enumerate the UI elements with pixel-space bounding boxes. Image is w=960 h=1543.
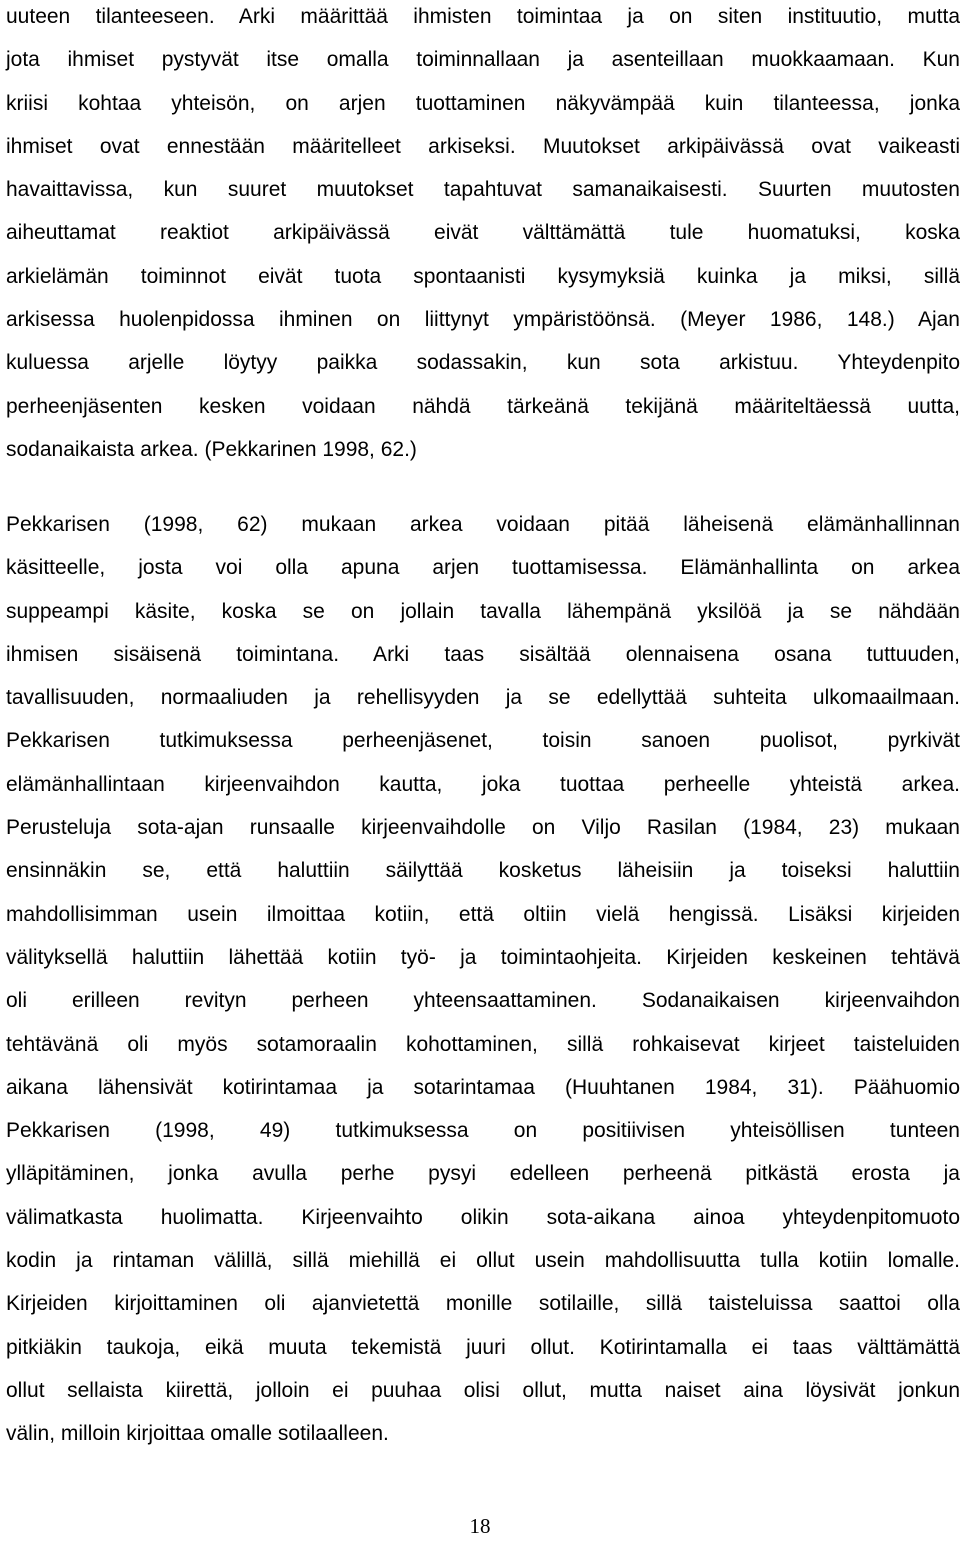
text-line: tehtävänä oli myös sotamoraalin kohottaminen, sillä rohkaisevat kirjeet taisteluiden	[6, 1032, 960, 1056]
text-line: käsitteelle, josta voi olla apuna arjen tuottamisessa. Elämänhallinta on arkea	[6, 556, 960, 580]
text-line: ylläpitäminen, jonka avulla perhe pysyi edelleen perheenä pitkästä erosta ja	[6, 1162, 960, 1186]
text-line: välin, milloin kirjoittaa omalle sotilaalleen.	[6, 1422, 389, 1446]
text-line: pitkiäkin taukoja, eikä muuta tekemistä juuri ollut. Kotirintamalla ei taas välttämättä	[6, 1335, 960, 1359]
text-line: kodin ja rintaman välillä, sillä miehillä ei ollut usein mahdollisuutta tulla kotiin lomalle.	[6, 1249, 960, 1273]
text-line: uuteen tilanteeseen. Arki määrittää ihmisten toimintaa ja on siten instituutio, mutta	[6, 5, 960, 28]
text-line: Pekkarisen (1998, 62) mukaan arkea voidaan pitää läheisenä elämänhallinnan	[6, 513, 960, 536]
text-line: Perusteluja sota-ajan runsaalle kirjeenvaihdolle on Viljo Rasilan (1984, 23) mukaan	[6, 816, 960, 840]
text-line: havaittavissa, kun suuret muutokset tapahtuvat samanaikaisesti. Suurten muutosten	[6, 178, 960, 202]
text-line: aikana lähensivät kotirintamaa ja sotarintamaa (Huuhtanen 1984, 31). Päähuomio	[6, 1075, 960, 1099]
text-line: elämänhallintaan kirjeenvaihdon kautta, joka tuottaa perheelle yhteistä arkea.	[6, 772, 960, 796]
text-line: Kirjeiden kirjoittaminen oli ajanvietettä monille sotilaille, sillä taisteluissa saattoi olla	[6, 1292, 960, 1316]
text-line: jota ihmiset pystyvät itse omalla toiminnallaan ja asenteillaan muokkaamaan. Kun	[6, 48, 960, 72]
paragraph-2	[6, 503, 960, 1456]
text-line: ihmiset ovat ennestään määritelleet arkiseksi. Muutokset arkipäivässä ovat vaikeasti	[6, 134, 960, 158]
paragraph-1	[6, 0, 960, 471]
text-line: arkielämän toiminnot eivät tuota spontaanisti kysymyksiä kuinka ja miksi, sillä	[6, 264, 960, 288]
text-line: aiheuttamat reaktiot arkipäivässä eivät välttämättä tule huomatuksi, koska	[6, 221, 960, 245]
page-number: 18	[469, 1514, 491, 1538]
text-line: Pekkarisen (1998, 49) tutkimuksessa on positiivisen yhteisöllisen tunteen	[6, 1119, 960, 1143]
text-line: arkisessa huolenpidossa ihminen on liittynyt ympäristöönsä. (Meyer 1986, 148.) Ajan	[6, 308, 960, 332]
text-line: Pekkarisen tutkimuksessa perheenjäsenet, toisin sanoen puolisot, pyrkivät	[6, 729, 960, 753]
text-line: ensinnäkin se, että haluttiin säilyttää kosketus läheisiin ja toiseksi haluttiin	[6, 859, 960, 883]
text-line: kriisi kohtaa yhteisön, on arjen tuottaminen näkyvämpää kuin tilanteessa, jonka	[6, 91, 960, 115]
text-line: perheenjäsenten kesken voidaan nähdä tärkeänä tekijänä määriteltäessä uutta,	[6, 394, 960, 418]
text-line: mahdollisimman usein ilmoittaa kotiin, että oltiin vielä hengissä. Lisäksi kirjeiden	[6, 902, 960, 926]
text-line: suppeampi käsite, koska se on jollain tavalla lähempänä yksilöä ja se nähdään	[6, 599, 960, 623]
text-line: välimatkasta huolimatta. Kirjeenvaihto olikin sota-aikana ainoa yhteydenpitomuoto	[6, 1205, 960, 1229]
text-line: ihmisen sisäisenä toimintana. Arki taas sisältää olennaisena osana tuttuuden,	[6, 642, 960, 666]
text-line: tavallisuuden, normaaliuden ja rehellisyyden ja se edellyttää suhteita ulkomaailmaan.	[6, 686, 960, 710]
text-line: välityksellä haluttiin lähettää kotiin työ- ja toimintaohjeita. Kirjeiden keskeinen tehtävä	[6, 945, 960, 969]
text-line: sodanaikaista arkea. (Pekkarinen 1998, 62.)	[6, 437, 417, 461]
text-line: oli erilleen revityn perheen yhteensaattaminen. Sodanaikaisen kirjeenvaihdon	[6, 989, 960, 1013]
text-line: kuluessa arjelle löytyy paikka sodassakin, kun sota arkistuu. Yhteydenpito	[6, 351, 960, 375]
text-line: ollut sellaista kiirettä, jolloin ei puuhaa olisi ollut, mutta naiset aina löysivät jonkun	[6, 1378, 960, 1402]
